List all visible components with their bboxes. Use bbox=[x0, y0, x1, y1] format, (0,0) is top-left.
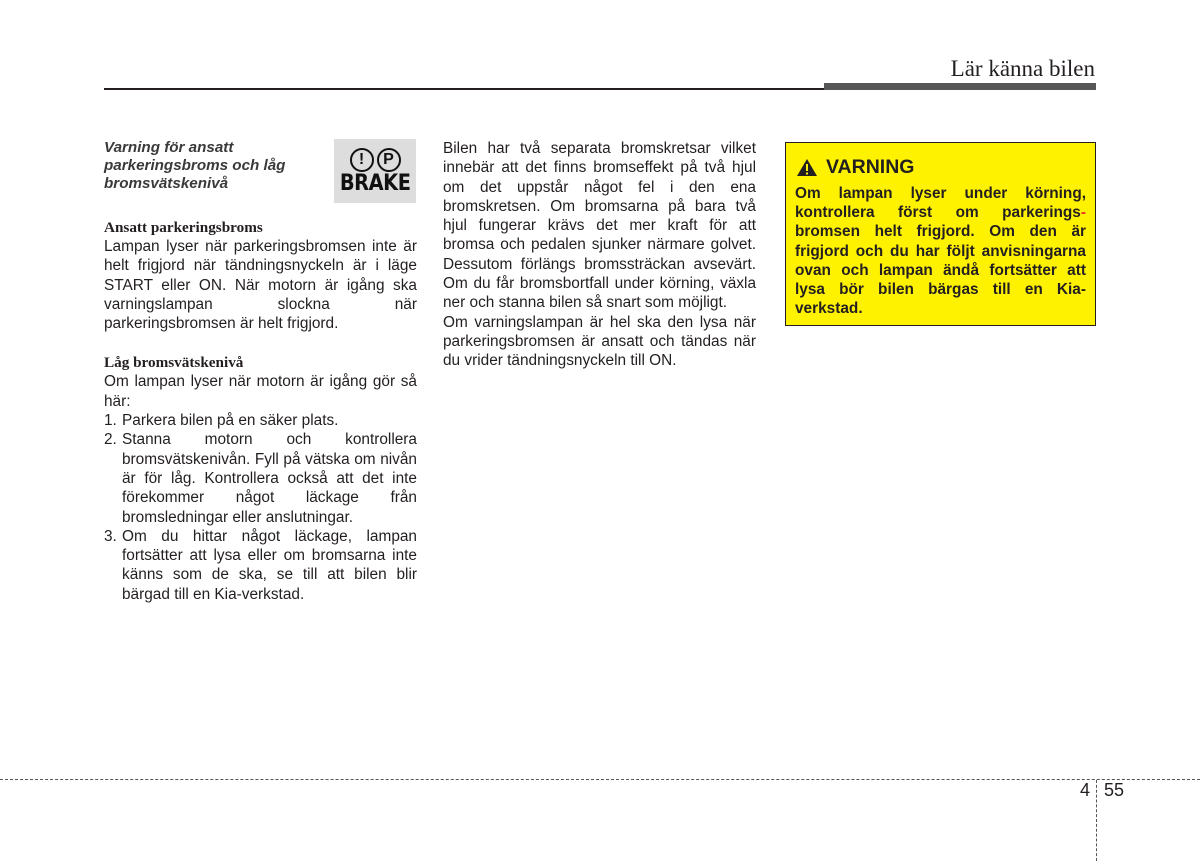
page-number: 55 bbox=[1104, 780, 1125, 800]
step-text: Stanna motorn och kontrollera bromsvätskenivån. Fyll på vätska om nivån är för låg. Kontrollera också att det inte förekommer något läckage från bromsledningar eller anslutningar. bbox=[122, 431, 417, 526]
subheading-parking-brake: Ansatt parkeringsbroms bbox=[104, 219, 263, 236]
step-number: 3. bbox=[104, 527, 117, 545]
brake-fluid-intro: Om lampan lyser när motorn är igång gör så här: bbox=[104, 373, 417, 410]
step-text: Om du hittar något läckage, lampan fortsätter att lysa eller om bromsarna inte känns som de ska, se till att bilen blir bärgad till en Kia-verkstad. bbox=[122, 527, 417, 603]
step-number: 1. bbox=[104, 412, 117, 430]
list-item bbox=[104, 411, 417, 430]
parking-brake-text: Lampan lyser när parkeringsbromsen inte är helt frigjord när tändningsnyckeln är i läge START eller ON. När motorn är igång ska varningslampan slockna när parkeringsbromsen är helt frigjord. bbox=[104, 238, 417, 333]
warning-title: VARNING bbox=[826, 156, 915, 178]
brake-warning-icon bbox=[334, 139, 416, 203]
brake-symbols bbox=[350, 148, 401, 172]
warning-box bbox=[785, 142, 1096, 326]
exclamation-circle-icon: ! bbox=[350, 148, 374, 172]
parking-p-circle-icon: P bbox=[377, 148, 401, 172]
footer-divider bbox=[1096, 780, 1097, 861]
header-rule-thick bbox=[824, 83, 1096, 90]
column-left bbox=[104, 139, 417, 604]
warning-text bbox=[795, 184, 1086, 318]
step-text: Parkera bilen på en säker plats. bbox=[122, 412, 339, 430]
warning-text-part1: Om lampan lyser under körning, kontrollera först om parkerings bbox=[795, 185, 1086, 222]
list-item bbox=[104, 527, 417, 604]
warning-triangle-icon bbox=[796, 158, 818, 177]
subheading-brake-fluid: Låg bromsvätskenivå bbox=[104, 354, 244, 372]
header-rule-thin bbox=[104, 88, 824, 90]
lamp-check-text: Om varningslampan är hel ska den lysa när parkeringsbromsen är ansatt och tändas när du vrider tändningsnyckeln till ON. bbox=[443, 313, 756, 370]
dual-circuit-text: Bilen har två separata bromskretsar vilket innebär att det finns bromseffekt på två hjul om det uppstår något fel i den ena bromskretsen. Om bromsarna på bara två hjul fungerar krävs det mer kraft för att bromsa och pedalen sjunker närmare golvet. Dessutom förlängs bromssträckan avsevärt. Om du får bromsbortfall under körning, växla ner och stanna bilen så snart som möjligt. bbox=[443, 140, 756, 312]
chapter-number: 4 bbox=[1080, 780, 1091, 800]
column-middle bbox=[443, 139, 756, 371]
warning-header bbox=[796, 156, 914, 179]
warning-hyphen: - bbox=[1080, 204, 1086, 222]
footer-rule bbox=[0, 779, 1200, 780]
section-heading: Varning för ansatt parkeringsbroms och låg bromsvätskenivå bbox=[104, 139, 286, 192]
warning-text-part2: bromsen helt frigjord. Om den är frigjord och du har följt anvisningarna ovan och lampan ändå fortsätter att lysa bör bilen bärgas till en Kia-verkstad. bbox=[795, 223, 1086, 318]
list-item bbox=[104, 430, 417, 526]
brake-icon-label: BRAKE bbox=[339, 171, 411, 196]
step-number: 2. bbox=[104, 431, 117, 449]
steps-list bbox=[104, 411, 417, 604]
page-header-title: Lär känna bilen bbox=[950, 56, 1095, 81]
